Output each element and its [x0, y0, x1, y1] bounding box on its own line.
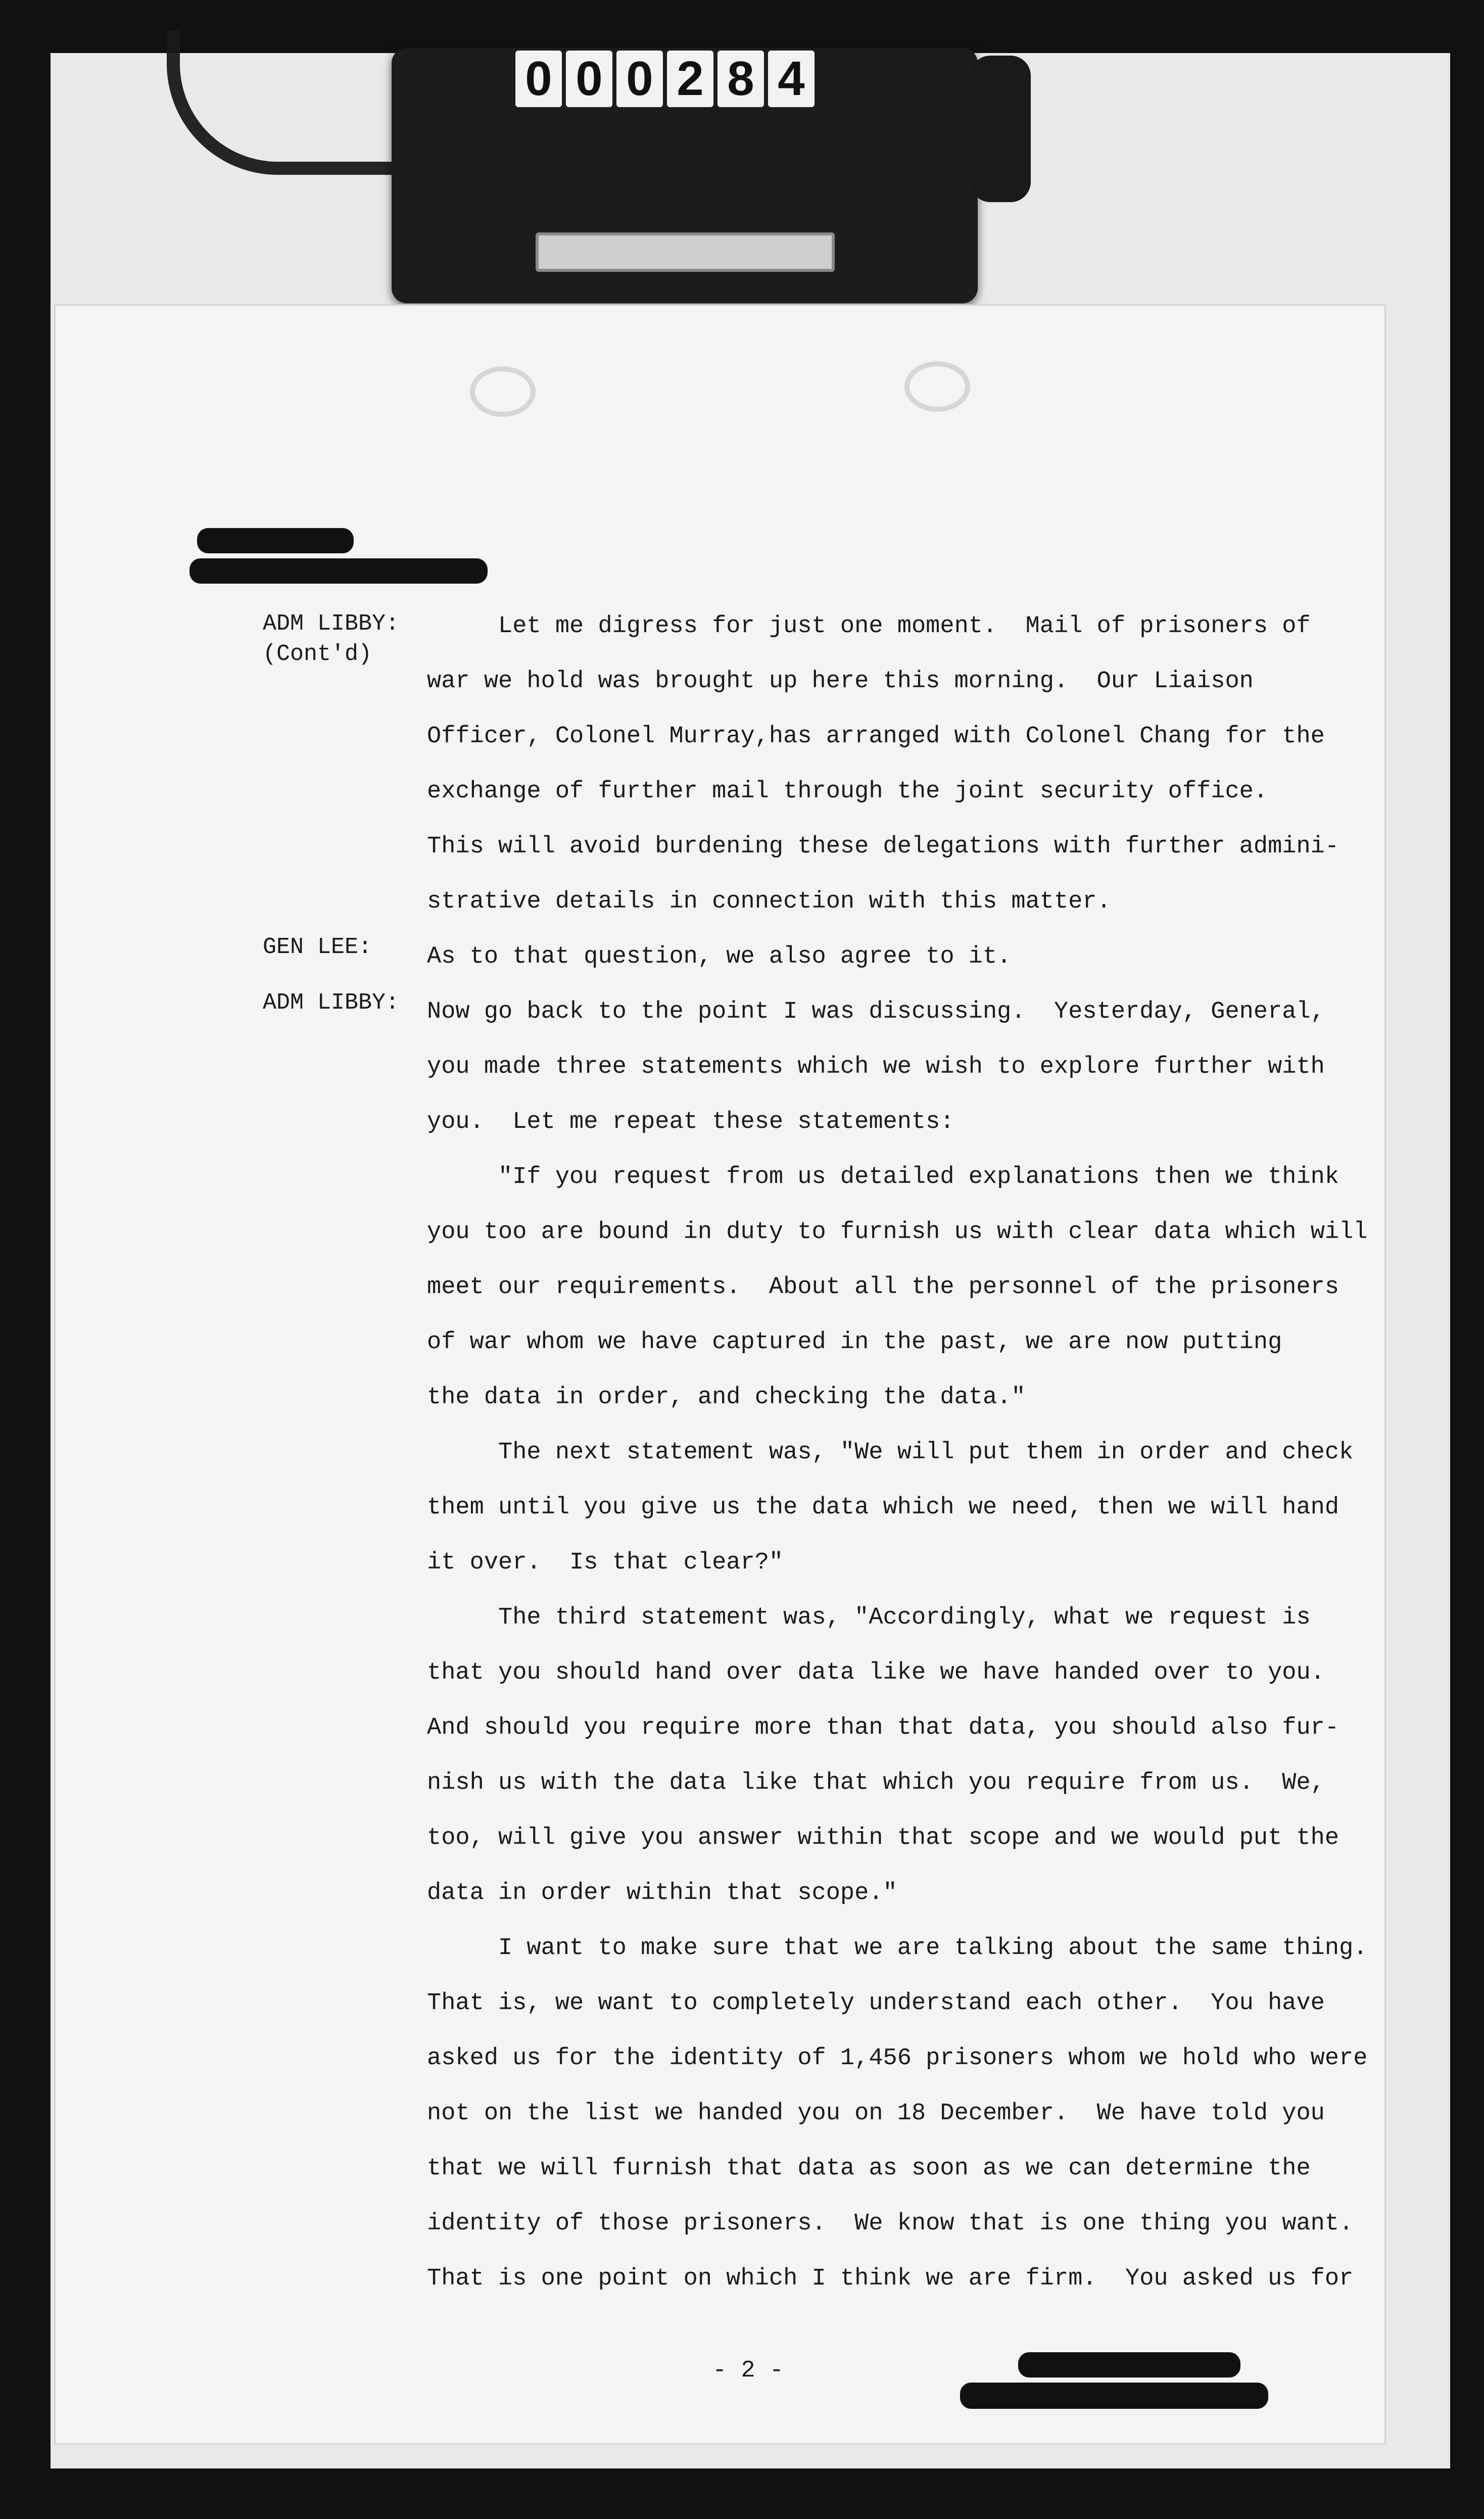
counter-digit: 8	[717, 51, 764, 107]
text-line: too, will give you answer within that scope and we would put the	[427, 1825, 1339, 1851]
text-line: I want to make sure that we are talking about the same thing.	[427, 1935, 1368, 1962]
text-line: you made three statements which we wish to explore further with	[427, 1054, 1325, 1080]
text-line: The next statement was, "We will put them in order and check	[427, 1439, 1354, 1466]
redaction-bar	[1018, 2352, 1240, 2378]
text-line: asked us for the identity of 1,456 prisoners whom we hold who were	[427, 2045, 1368, 2072]
text-line: it over. Is that clear?"	[427, 1549, 784, 1576]
counter-digit: 2	[667, 51, 713, 107]
redaction-bar	[197, 528, 354, 553]
counter-digit: 4	[768, 51, 815, 107]
text-line: of war whom we have captured in the past, we are now putting	[427, 1329, 1282, 1356]
text-line: exchange of further mail through the joint security office.	[427, 778, 1268, 805]
text-line: the data in order, and checking the data."	[427, 1384, 1026, 1411]
punch-hole	[470, 366, 536, 417]
counter-digit: 0	[566, 51, 612, 107]
document-page	[56, 306, 1384, 2443]
text-line: Let me digress for just one moment. Mail of prisoners of	[427, 613, 1311, 640]
text-line: strative details in connection with this matter.	[427, 888, 1111, 915]
text-line: The third statement was, "Accordingly, what we request is	[427, 1604, 1311, 1631]
text-line: That is one point on which I think we are firm. You asked us for	[427, 2265, 1354, 2292]
text-line: meet our requirements. About all the personnel of the prisoners	[427, 1274, 1339, 1301]
redaction-bar	[189, 558, 488, 584]
text-line: Now go back to the point I was discussing. Yesterday, General,	[427, 999, 1325, 1025]
counter-knob	[970, 56, 1031, 202]
text-line: data in order within that scope."	[427, 1880, 897, 1907]
speaker-label: GEN LEE:	[263, 934, 372, 960]
text-line: Officer, Colonel Murray,has arranged with Colonel Chang for the	[427, 723, 1325, 750]
text-line: identity of those prisoners. We know that is one thing you want.	[427, 2210, 1354, 2237]
text-line: That is, we want to completely understand each other. You have	[427, 1990, 1325, 2017]
punch-hole	[904, 361, 970, 412]
counter-digit: 0	[515, 51, 562, 107]
redaction-bar	[960, 2383, 1268, 2409]
text-line: This will avoid burdening these delegations with further admini-	[427, 833, 1339, 860]
counter-plate	[536, 232, 835, 272]
page-number: - 2 -	[712, 2357, 784, 2384]
text-line: As to that question, we also agree to it.	[427, 943, 1012, 970]
text-line: them until you give us the data which we need, then we will hand	[427, 1494, 1339, 1521]
text-line: nish us with the data like that which you require from us. We,	[427, 1770, 1325, 1796]
paragraph	[427, 984, 1368, 2306]
text-line: And should you require more than that data, you should also fur-	[427, 1715, 1339, 1741]
speaker-label: ADM LIBBY:	[263, 990, 400, 1016]
text-line: you too are bound in duty to furnish us with clear data which will	[427, 1219, 1368, 1246]
text-line: you. Let me repeat these statements:	[427, 1109, 954, 1135]
text-line: not on the list we handed you on 18 December. We have told you	[427, 2100, 1325, 2127]
text-line: "If you request from us detailed explanations then we think	[427, 1164, 1339, 1191]
counter-digit: 0	[616, 51, 663, 107]
text-line: war we hold was brought up here this morning. Our Liaison	[427, 668, 1254, 695]
paragraph	[427, 929, 1362, 984]
text-line: that you should hand over data like we have handed over to you.	[427, 1659, 1325, 1686]
text-line: that we will furnish that data as soon as we can determine the	[427, 2155, 1311, 2182]
paragraph	[427, 599, 1362, 929]
counter-digits	[515, 51, 815, 107]
speaker-label: ADM LIBBY: (Cont'd)	[263, 611, 400, 667]
